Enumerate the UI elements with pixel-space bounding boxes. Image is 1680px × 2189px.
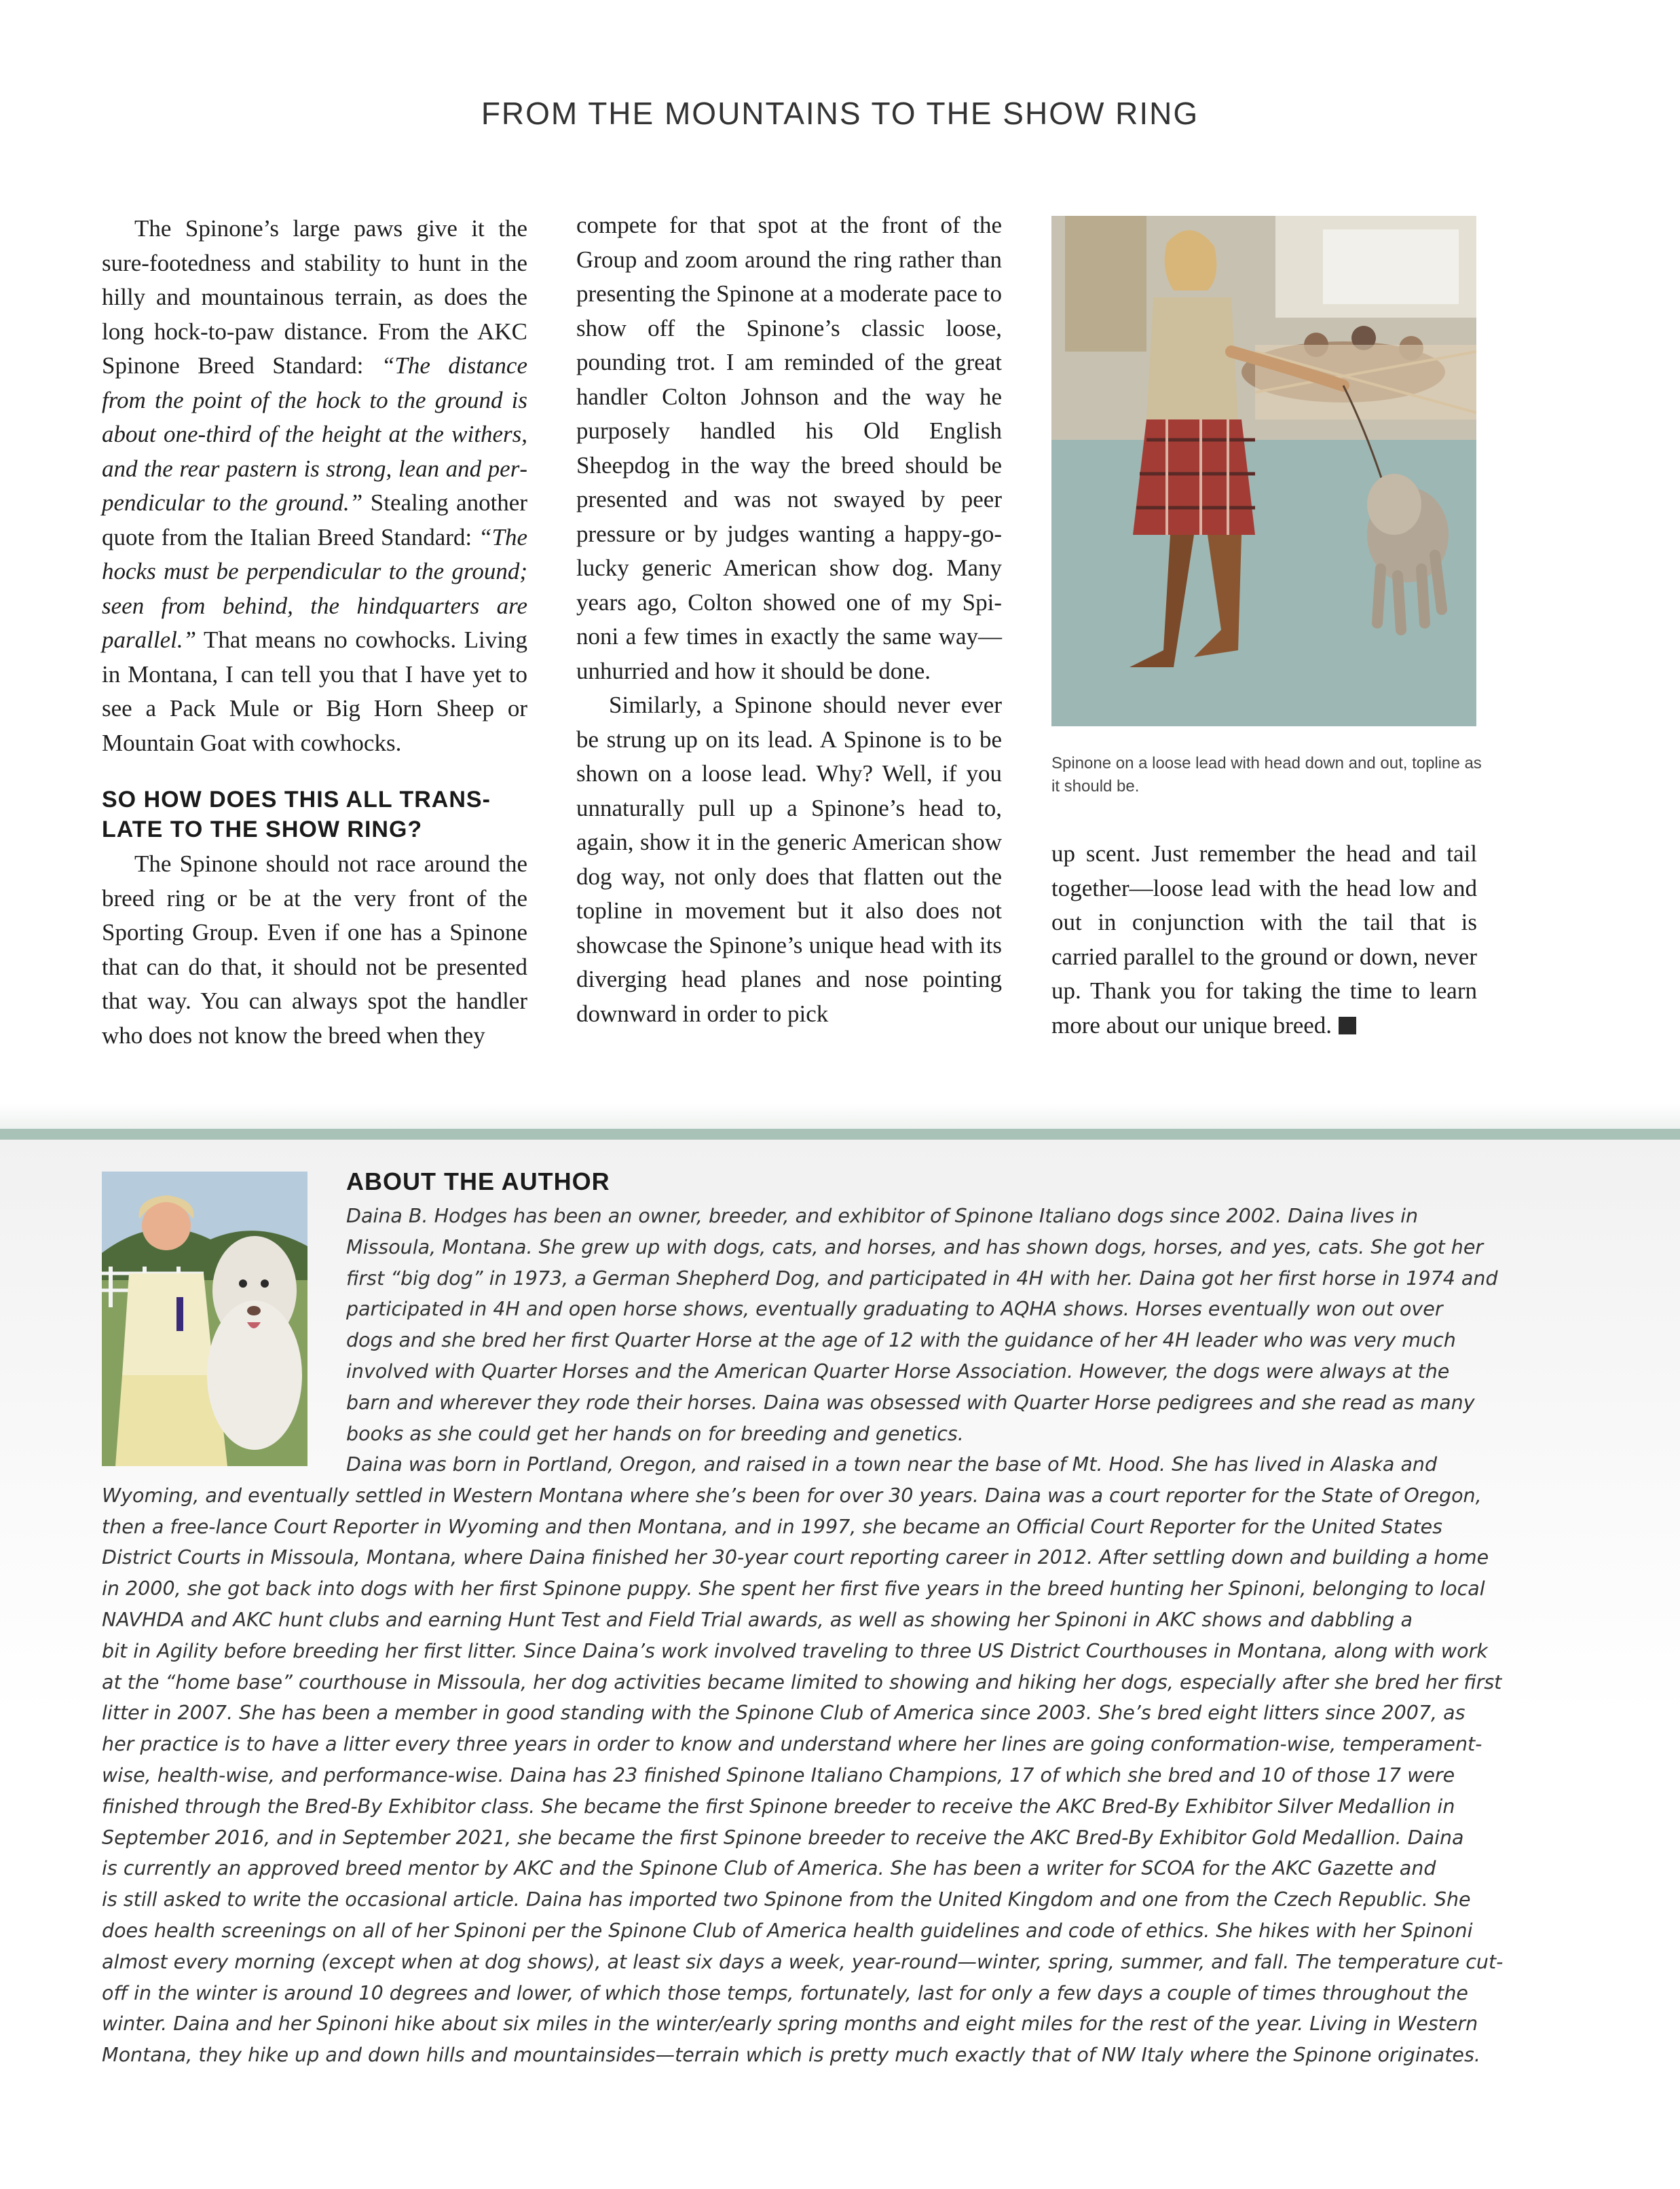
akc-standard-quote: “The distance from the point of the hock to the ground is about one-third of the height at the withers, and the rear pastern is strong, lean and perpendicular to the ground.”: [102, 352, 527, 516]
author-bio-line: Montana, they hike up and down hills and mountainsides—terrain which is pretty much exactly that of NW Italy where the Spinone originates.: [102, 2044, 1480, 2067]
article-paragraph: [102, 212, 527, 760]
article-text: The Spinone’s large paws give it the sure-footedness and stability to hunt in the hilly and mountainous terrain, as does the long hock-to-paw distance. From the AKC Spinone Breed Standard:: [102, 215, 527, 379]
author-bio-line: wise, health-wise, and performance-wise. Daina has 23 finished Spinone Italiano Champions, 17 of which she bred and 10 of those 17 were: [102, 1763, 1455, 1786]
article-paragraph: Similarly, a Spinone should never ever be strung up on its lead. A Spinone is to be shown on a loose lead. Why? Well, if you unnaturally pull up a Spinone’s head to, again, show it in the generic American show dog way, not only does that flatten out the topline in movement but it also does not showcase the Spinone’s unique head with its diverging head planes and nose pointing downward in order to pick: [576, 692, 1002, 1027]
author-bio-line: in 2000, she got back into dogs with her first Spinone puppy. She spent her first five years in the breed hunting her Spinoni, belonging to local: [102, 1577, 1485, 1601]
author-bio-line: then a free-lance Court Reporter in Wyoming and then Montana, and in 1997, she became an Official Court Reporter for the United States: [102, 1515, 1443, 1538]
author-bio-line: litter in 2007. She has been a member in good standing with the Spinone Club of America since 2003. She’s bred eight litters since 2007, as: [102, 1702, 1466, 1725]
author-bio-line: Daina B. Hodges has been an owner, breeder, and exhibitor of Spinone Italiano dogs since 2002. Daina lives in: [346, 1205, 1419, 1227]
author-section-divider: [0, 1129, 1680, 1140]
show-ring-photo-illustration: [1051, 216, 1476, 726]
author-bio-line: first “big dog” in 1973, a German Shepherd Dog, and participated in 4H with her. Daina got her first horse in 1974 and: [346, 1267, 1498, 1290]
section-subheading: SO HOW DOES THIS ALL TRANSLATE TO THE SHOW RING?: [102, 787, 490, 842]
author-section-fade: [0, 1103, 1680, 1129]
author-bio-line: almost every morning (except when at dog shows), at least six days a week, year-round—winter, spring, summer, and fall. The temperature cut-: [102, 1950, 1504, 1973]
author-bio-line: bit in Agility before breeding her first litter. Since Daina’s work involved traveling to three US District Courthouses in Montana, along with work: [102, 1639, 1488, 1662]
author-photo-illustration: [102, 1172, 307, 1466]
author-bio-line: Missoula, Montana. She grew up with dogs, cats, and horses, and has shown dogs, horses, and yes, cats. She got her: [346, 1235, 1484, 1258]
author-bio-line: her practice is to have a litter every three years in order to know and understand where her lines are going conformation-wise, temperament-: [102, 1733, 1482, 1756]
author-bio-line: NAVHDA and AKC hunt clubs and earning Hunt Test and Field Trial awards, as well as showing her Spinoni in AKC shows and dabbling a: [102, 1608, 1413, 1631]
article-column-1: [102, 212, 527, 1053]
article-text: up scent. Just remember the head and tail together—loose lead with the head low and out in conjunction with the tail that is carried parallel to the ground or down, never up. Thank you for taking the time to learn more about our unique breed.: [1051, 840, 1477, 1039]
author-bio-line: involved with Quarter Horses and the American Quarter Horse Association. However, the dogs were always at the: [346, 1360, 1450, 1383]
article-text: Stealing another quote from the Italian Breed Standard:: [102, 489, 527, 550]
author-bio-line: September 2016, and in September 2021, she became the first Spinone breeder to receive the AKC Bred-By Exhibitor Gold Medallion. Daina: [102, 1826, 1464, 1849]
author-bio-paragraph-1: [346, 1201, 1498, 1449]
author-heading: ABOUT THE AUTHOR: [346, 1167, 610, 1195]
article-text: That means no cowhocks. Living in Montana, I can tell you that I have yet to see a Pack Mule or Big Horn Sheep or Mountain Goat with cowhocks.: [102, 626, 527, 756]
author-bio-line: books as she could get her hands on for breeding and genetics.: [346, 1422, 964, 1445]
author-bio-line: finished through the Bred-By Exhibitor class. She became the first Spinone breeder to receive the AKC Bred-By Exhibitor Silver Medallion in: [102, 1795, 1455, 1818]
author-bio-line: off in the winter is around 10 degrees and lower, of which those temps, fortunately, last for only a few days a couple of times throughout the: [102, 1981, 1468, 2004]
author-bio-line: participated in 4H and open horse shows, eventually graduating to AQHA shows. Horses eventually won out over: [346, 1298, 1443, 1321]
article-column-3: [1051, 837, 1477, 1043]
author-bio-paragraph-2: [102, 1449, 1503, 2071]
end-of-article-square: [1339, 1017, 1356, 1034]
author-bio-line: barn and wherever they rode their horses. Daina was obsessed with Quarter Horse pedigrees and she read as many: [346, 1391, 1475, 1414]
show-ring-photo: [1051, 216, 1476, 726]
page-title: FROM THE MOUNTAINS TO THE SHOW RING: [481, 96, 1199, 131]
author-bio-line: at the “home base” courthouse in Missoula, her dog activities became limited to showing and hiking her dogs, especially after she bred her first: [102, 1670, 1502, 1694]
author-bio-line: is still asked to write the occasional article. Daina has imported two Spinone from the United Kingdom and one from the Czech Republic. She: [102, 1888, 1471, 1911]
author-bio-line: District Courts in Missoula, Montana, where Daina finished her 30-year court reporting career in 2012. After settling down and building a home: [102, 1546, 1489, 1569]
author-photo: [102, 1172, 307, 1466]
author-bio-line: does health screenings on all of her Spinoni per the Spinone Club of America health guidelines and code of ethics. She hikes with her Spinoni: [102, 1919, 1473, 1942]
article-paragraph: compete for that spot at the front of the Group and zoom around the ring rather than presenting the Spinone at a moderate pace to show off the Spinone’s classic loose, pounding trot. I am reminded of the great handler Colton Johnson and the way he purposely handled his Old English Sheepdog in the way the breed should be presented and was not swayed by peer pressure or by judges wanting a happy-go-lucky generic American show dog. Many years ago, Colton showed one of my Spinoni a few times in exactly the same way—unhurried and how it should be done.: [576, 212, 1002, 684]
author-bio-line: winter. Daina and her Spinoni hike about six miles in the winter/early spring months and eight miles for the rest of the year. Living in Western: [102, 2013, 1478, 2036]
article-column-2: [576, 208, 1002, 1031]
author-bio-line: Wyoming, and eventually settled in Western Montana where she’s been for over 30 years. Daina was a court reporter for the State of Oregon,: [102, 1484, 1482, 1507]
author-bio-line: Daina was born in Portland, Oregon, and raised in a town near the base of Mt. Hood. She has lived in Alaska and: [346, 1453, 1438, 1476]
author-bio-line: dogs and she bred her first Quarter Horse at the age of 12 with the guidance of her 4H leader who was very much: [346, 1329, 1456, 1352]
photo-caption: Spinone on a loose lead with head down and out, topline as it should be.: [1051, 754, 1482, 796]
article-paragraph: [1051, 837, 1477, 1043]
article-paragraph: The Spinone should not race around the breed ring or be at the very front of the Sporting Group. Even if one has a Spinone that can do that, it should not be presented that way. You can always spot the handler who does not know the breed when they: [102, 850, 527, 1049]
author-bio-line: is currently an approved breed mentor by AKC and the Spinone Club of America. She has been a writer for SCOA for the AKC Gazette and: [102, 1857, 1436, 1880]
italian-standard-quote: “The hocks must be perpendicular to the ground; seen from behind, the hindquarters are parallel.”: [102, 523, 527, 653]
